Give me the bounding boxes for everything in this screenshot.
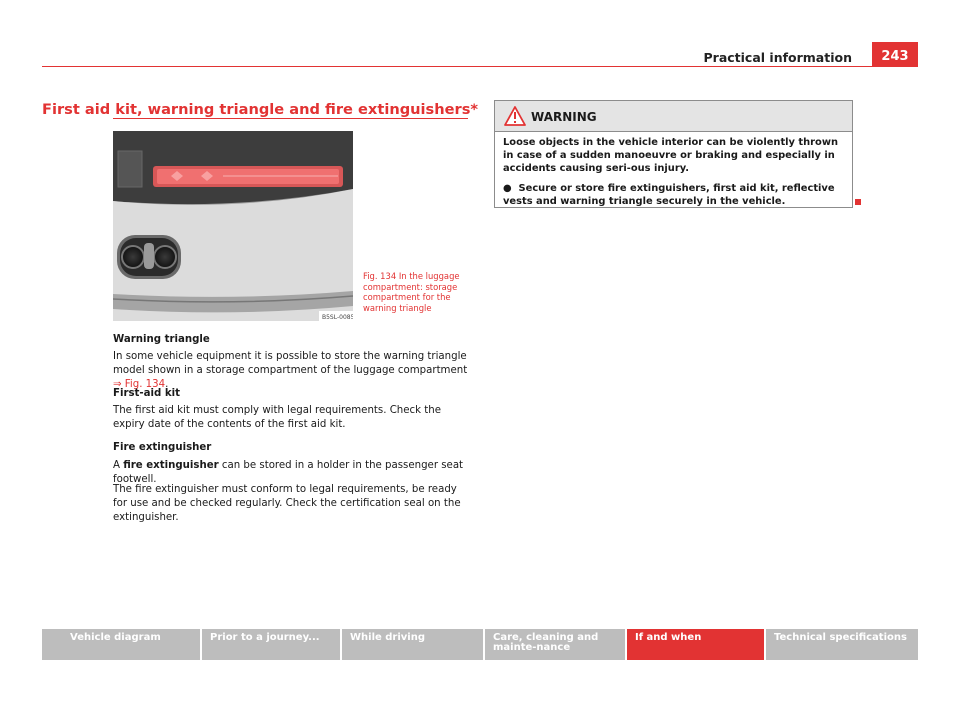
paragraph-warning-triangle: In some vehicle equipment it is possible to store the warning triangle model shown in a storage compartment of the luggage compartment ⇒ Fig. 134. [113, 351, 468, 390]
warning-bullet: ● Secure or store fire extinguishers, first aid kit, reflective vests and warning triangle securely in the vehicle. [503, 183, 835, 207]
header-rule [42, 66, 918, 67]
heading-fire-extinguisher: Fire extinguisher [113, 442, 212, 453]
figure-code: B5SL-0085 [322, 314, 353, 321]
heading-warning-triangle: Warning triangle [113, 334, 210, 345]
tab-prior-to-journey[interactable]: Prior to a journey... [202, 629, 340, 660]
tab-while-driving[interactable]: While driving [342, 629, 483, 660]
end-marker [855, 199, 861, 205]
section-rule [113, 118, 468, 119]
heading-first-aid-kit: First-aid kit [113, 388, 180, 399]
figure-caption: Fig. 134 In the luggage compartment: storage compartment for the warning triangle [363, 271, 460, 313]
luggage-compartment-figure [113, 131, 353, 321]
warning-box [494, 100, 853, 208]
paragraph-first-aid-kit: The first aid kit must comply with legal requirements. Check the expiry date of the contents of the first aid kit. [113, 405, 441, 430]
warning-triangle-icon [504, 106, 526, 126]
paragraph-fire-extinguisher-requirements: The fire extinguisher must conform to legal requirements, be ready for use and be checked regularly. Check the certification seal on the extinguisher. [113, 484, 461, 523]
warning-title: WARNING [531, 110, 597, 124]
warning-text: Loose objects in the vehicle interior can be violently thrown in case of a sudden manoeuvre or braking and especially in accidents causing seri-ous injury. ● Secure or store fire extinguishers, first aid kit, reflective vests and warning triangle securely in the vehicle. [503, 136, 843, 208]
paragraph-fire-extinguisher: A fire extinguisher can be stored in a holder in the passenger seat footwell. [113, 460, 464, 485]
tab-if-and-when[interactable]: If and when [627, 629, 764, 660]
tab-care-cleaning[interactable]: Care, cleaning and mainte-nance [485, 629, 625, 660]
running-header: Practical information [703, 50, 852, 65]
tab-vehicle-diagram[interactable]: Vehicle diagram [42, 629, 200, 660]
bullet-icon: ● [503, 183, 512, 194]
chapter-navigation [42, 629, 918, 660]
figure-link[interactable]: ⇒ Fig. 134 [113, 379, 166, 390]
section-title: First aid kit, warning triangle and fire extinguishers* [42, 101, 479, 118]
warning-header [495, 101, 852, 132]
page-number: 243 [872, 42, 918, 67]
tab-technical-specifications[interactable]: Technical specifications [766, 629, 918, 660]
